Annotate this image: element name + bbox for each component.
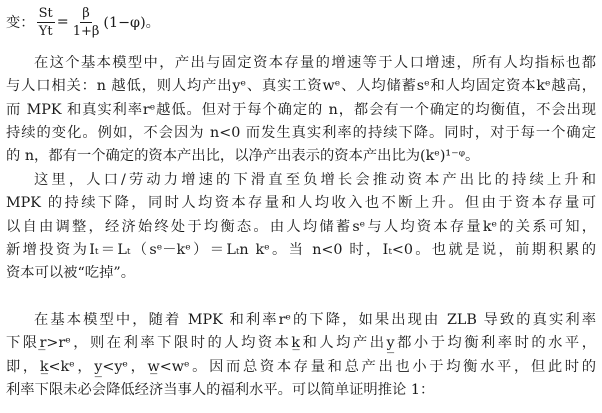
formula-fraction-left [37, 7, 55, 38]
formula-fraction-right [71, 7, 102, 38]
text-line: 以自由调整，经济始终处于均衡态。由人均储蓄sᵉ与人均资本存量kᵉ的关系可知， [6, 218, 596, 235]
text-line: 即，k̲<kᵉ，y̲<yᵉ，w̲<wᵉ。因而总资本存量和总产出也小于均衡水平，但此时的 [6, 358, 596, 375]
paragraph-zlb [6, 309, 596, 402]
text-line: 在基本模型中，随着 MPK 和利率rᵉ的下降，如果出现由 ZLB 导致的真实利率 [34, 312, 596, 328]
text-line: 持续的变化。例如，不会因为 n<0 而发生真实利率的持续下降。同时，对于每一个确定 [6, 124, 596, 141]
formula-tail: (1−φ)。 [103, 15, 160, 31]
text-line: 与人口相关：n 越低，则人均产出yᵉ、真实工资wᵉ、人均储蓄sᵉ和人均固定资本kᵉ越高， [6, 78, 596, 95]
text-line: 利率下限未必会降低经济当事人的福利水平。可以简单证明推论 1： [6, 381, 435, 398]
formula-equals: = [56, 14, 69, 30]
text-line: 资本可以被“吃掉”。 [6, 265, 135, 282]
text-line: 新增投资为Iₜ＝Lₜ（sᵉ－kᵉ）＝Lₜn kᵉ。当 n<0 时，Iₜ<0。也就是说，前期积累的 [6, 241, 596, 258]
savings-rate-formula [6, 4, 160, 40]
formula-prefix: 变： [6, 15, 35, 31]
text-line: 下限r̲>rᵉ，则在利率下限时的人均资本k̲和人均产出y̲都小于均衡利率时的水平， [6, 335, 596, 352]
paragraph-basic-model [6, 52, 596, 168]
formula-numerator-beta: β [82, 5, 90, 21]
text-line: 的 n，都有一个确定的资本产出比，以净产出表示的资本产出比为(kᵉ)¹⁻ᵠ。 [6, 148, 480, 165]
text-line: 在这个基本模型中，产出与固定资本存量的增速等于人口增速，所有人均指标也都 [34, 55, 596, 71]
text-line: MPK 的持续下降，同时人均资本存量和人均收入也不断上升。但由于资本存量可 [6, 195, 596, 212]
text-line: 这里，人口/劳动力增速的下滑直至负增长会推动资本产出比的持续上升和 [34, 172, 596, 188]
formula-denominator: Yt [38, 23, 53, 39]
paragraph-labor-growth [6, 169, 596, 285]
formula-numerator: St [38, 5, 53, 21]
formula-denominator-beta: 1+β [72, 23, 100, 39]
text-line: 而 MPK 和真实利率rᵉ越低。但对于每个确定的 n，都会有一个确定的均衡值，不会出现 [6, 101, 596, 118]
